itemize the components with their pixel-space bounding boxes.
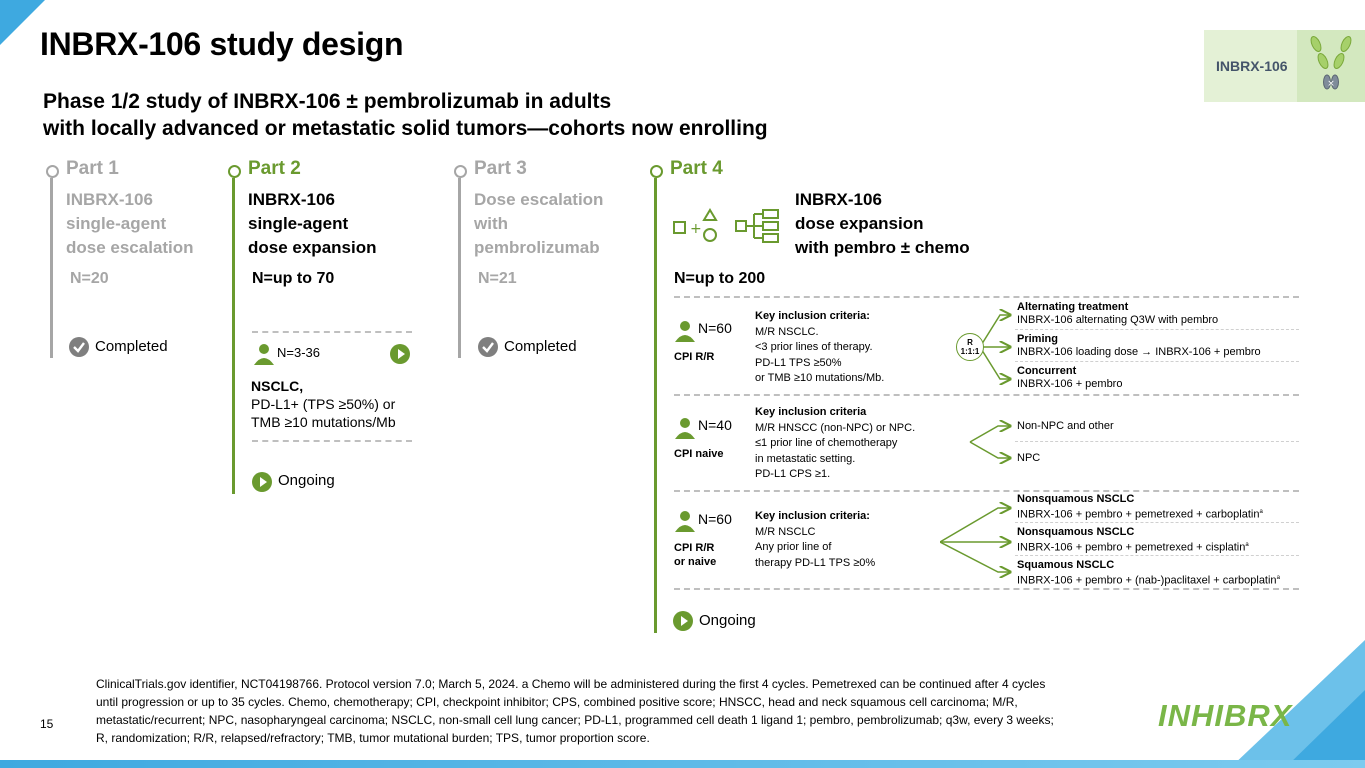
person-icon — [674, 417, 696, 439]
part2-divider-bottom — [252, 440, 412, 442]
cohort1-arm-3: Concurrent INBRX-106 + pembro — [1017, 365, 1123, 390]
cohort3-criteria: Key inclusion criteria: M/R NSCLC Any prior line of therapy PD-L1 TPS ≥0% — [755, 510, 876, 569]
arm-divider — [1015, 555, 1299, 556]
cohort1-criteria: Key inclusion criteria: M/R NSCLC. <3 prior lines of therapy. PD-L1 TPS ≥50% or TMB ≥10 mutations/Mb. — [755, 310, 885, 384]
person-icon — [674, 510, 696, 532]
part1-label: Part 1 — [66, 158, 119, 179]
part2-divider-top — [252, 331, 412, 333]
part3-label: Part 3 — [474, 158, 527, 179]
cohort2-branch-arrows — [940, 418, 1012, 464]
svg-text:+: + — [690, 221, 702, 237]
part2-status: Ongoing — [278, 472, 335, 489]
part2-timeline-dot — [228, 165, 241, 178]
cohort2-population: CPI naive — [674, 448, 724, 460]
badge-label: INBRX-106 — [1216, 58, 1288, 74]
part3-status: Completed — [504, 338, 577, 355]
cohort3-branch-arrows — [940, 500, 1012, 580]
cohort2-criteria: Key inclusion criteria M/R HNSCC (non-NPC) or NPC. ≤1 prior line of chemotherapy in metastatic setting. PD-L1 CPS ≥1. — [755, 406, 916, 480]
part4-divider — [674, 296, 1299, 298]
arm-divider — [1015, 522, 1299, 523]
page-title: INBRX-106 study design — [40, 26, 404, 62]
part1-timeline-dot — [46, 165, 59, 178]
play-icon — [673, 611, 693, 631]
cohort1-n: N=60 — [698, 320, 732, 336]
bottom-bar — [0, 760, 1365, 768]
part4-timeline-dot — [650, 165, 663, 178]
part2-label: Part 2 — [248, 158, 301, 179]
cohort-divider — [674, 394, 1299, 396]
part3-timeline-dot — [454, 165, 467, 178]
cohort3-arm-3: Squamous NSCLC INBRX-106 + pembro + (nab-)paclitaxel + carboplatin$^a$ — [1017, 559, 1280, 587]
cohort1-arm-1: Alternating treatment INBRX-106 alternating Q3W with pembro — [1017, 301, 1219, 326]
person-icon — [253, 343, 275, 365]
arm-divider — [1015, 329, 1299, 330]
page-number: 15 — [40, 717, 54, 731]
part4-label: Part 4 — [670, 158, 723, 179]
person-icon — [674, 320, 696, 342]
footnote: ClinicalTrials.gov identifier, NCT04198766. Protocol version 7.0; March 5, 2024. a Chemo will be administered during the first 4 cycles. Pemetrexed can be continued after 4 cycles until progression or up to 35 cycles. Chemo, chemotherapy; CPI, checkpoint inhibitor; CPS, combined positive score; HNSCC, head and neck squamous cell carcinoma; M/R, metastatic/recurrent; NPC, nasopharyngeal carcinoma; NSCLC, non-small cell lung cancer; PD-L1, programmed cell death 1 ligand 1; pembro, pembrolizumab; q3w, every 3 weeks; R, randomization; R/R, relapsed/refractory; TMB, tumor mutational burden; TPS, tumor proportion score. — [96, 677, 1054, 745]
cohort1-population: CPI R/R — [674, 351, 715, 363]
corner-accent-top — [0, 0, 45, 45]
play-icon — [390, 344, 410, 364]
part2-timeline-line — [232, 178, 235, 494]
cohort3-arm-1: Nonsquamous NSCLC INBRX-106 + pembro + pemetrexed + carboplatin$^a$ — [1017, 493, 1263, 521]
cohort3-arm-2: Nonsquamous NSCLC INBRX-106 + pembro + pemetrexed + cisplatin$^a$ — [1017, 526, 1249, 554]
page-subtitle: Phase 1/2 study of INBRX-106 ± pembrolizumab in adults with locally advanced or metastatic solid tumors—cohorts now enrolling — [43, 90, 768, 140]
cohort-divider — [674, 588, 1299, 590]
cohort2-arm-2: NPC — [1017, 452, 1041, 464]
checkmark-icon — [478, 337, 498, 357]
cohort2-arm-1: Non-NPC and other — [1017, 420, 1114, 432]
cohort3-population: CPI R/R or naive — [674, 542, 717, 568]
cohort2-n: N=40 — [698, 417, 732, 433]
part2-description: INBRX-106 single-agent dose expansion — [248, 190, 377, 257]
arm-divider — [1015, 441, 1299, 442]
part1-timeline-line — [50, 178, 53, 358]
part2-sub-n: N=3-36 — [277, 345, 320, 360]
part2-criteria: NSCLC, PD-L1+ (TPS ≥50%) or TMB ≥10 mutations/Mb — [251, 378, 396, 430]
part1-status: Completed — [95, 338, 168, 355]
part2-n: N=up to 70 — [252, 270, 335, 287]
part4-status: Ongoing — [699, 612, 756, 629]
part4-timeline-line — [654, 178, 657, 633]
arm-divider — [1015, 361, 1299, 362]
part3-description: Dose escalation with pembrolizumab — [474, 190, 604, 257]
part1-description: INBRX-106 single-agent dose escalation — [66, 190, 194, 257]
part4-n: N=up to 200 — [674, 270, 766, 287]
randomization-circle: R 1:1:1 — [956, 333, 984, 361]
play-icon — [252, 472, 272, 492]
checkmark-icon — [69, 337, 89, 357]
part3-timeline-line — [458, 178, 461, 358]
part4-description: INBRX-106 dose expansion with pembro ± chemo — [795, 190, 970, 257]
part1-n: N=20 — [70, 270, 109, 287]
antibody-icon — [1306, 34, 1356, 98]
cohort3-n: N=60 — [698, 511, 732, 527]
combination-icon — [672, 207, 784, 245]
svg-text:×: × — [1327, 79, 1335, 89]
cohort1-arm-2: Priming INBRX-106 loading dose → INBRX-106 + pembro — [1017, 333, 1261, 358]
cohort-divider — [674, 490, 1299, 492]
part3-n: N=21 — [478, 270, 517, 287]
company-logo: INHIBRX — [1158, 698, 1293, 733]
